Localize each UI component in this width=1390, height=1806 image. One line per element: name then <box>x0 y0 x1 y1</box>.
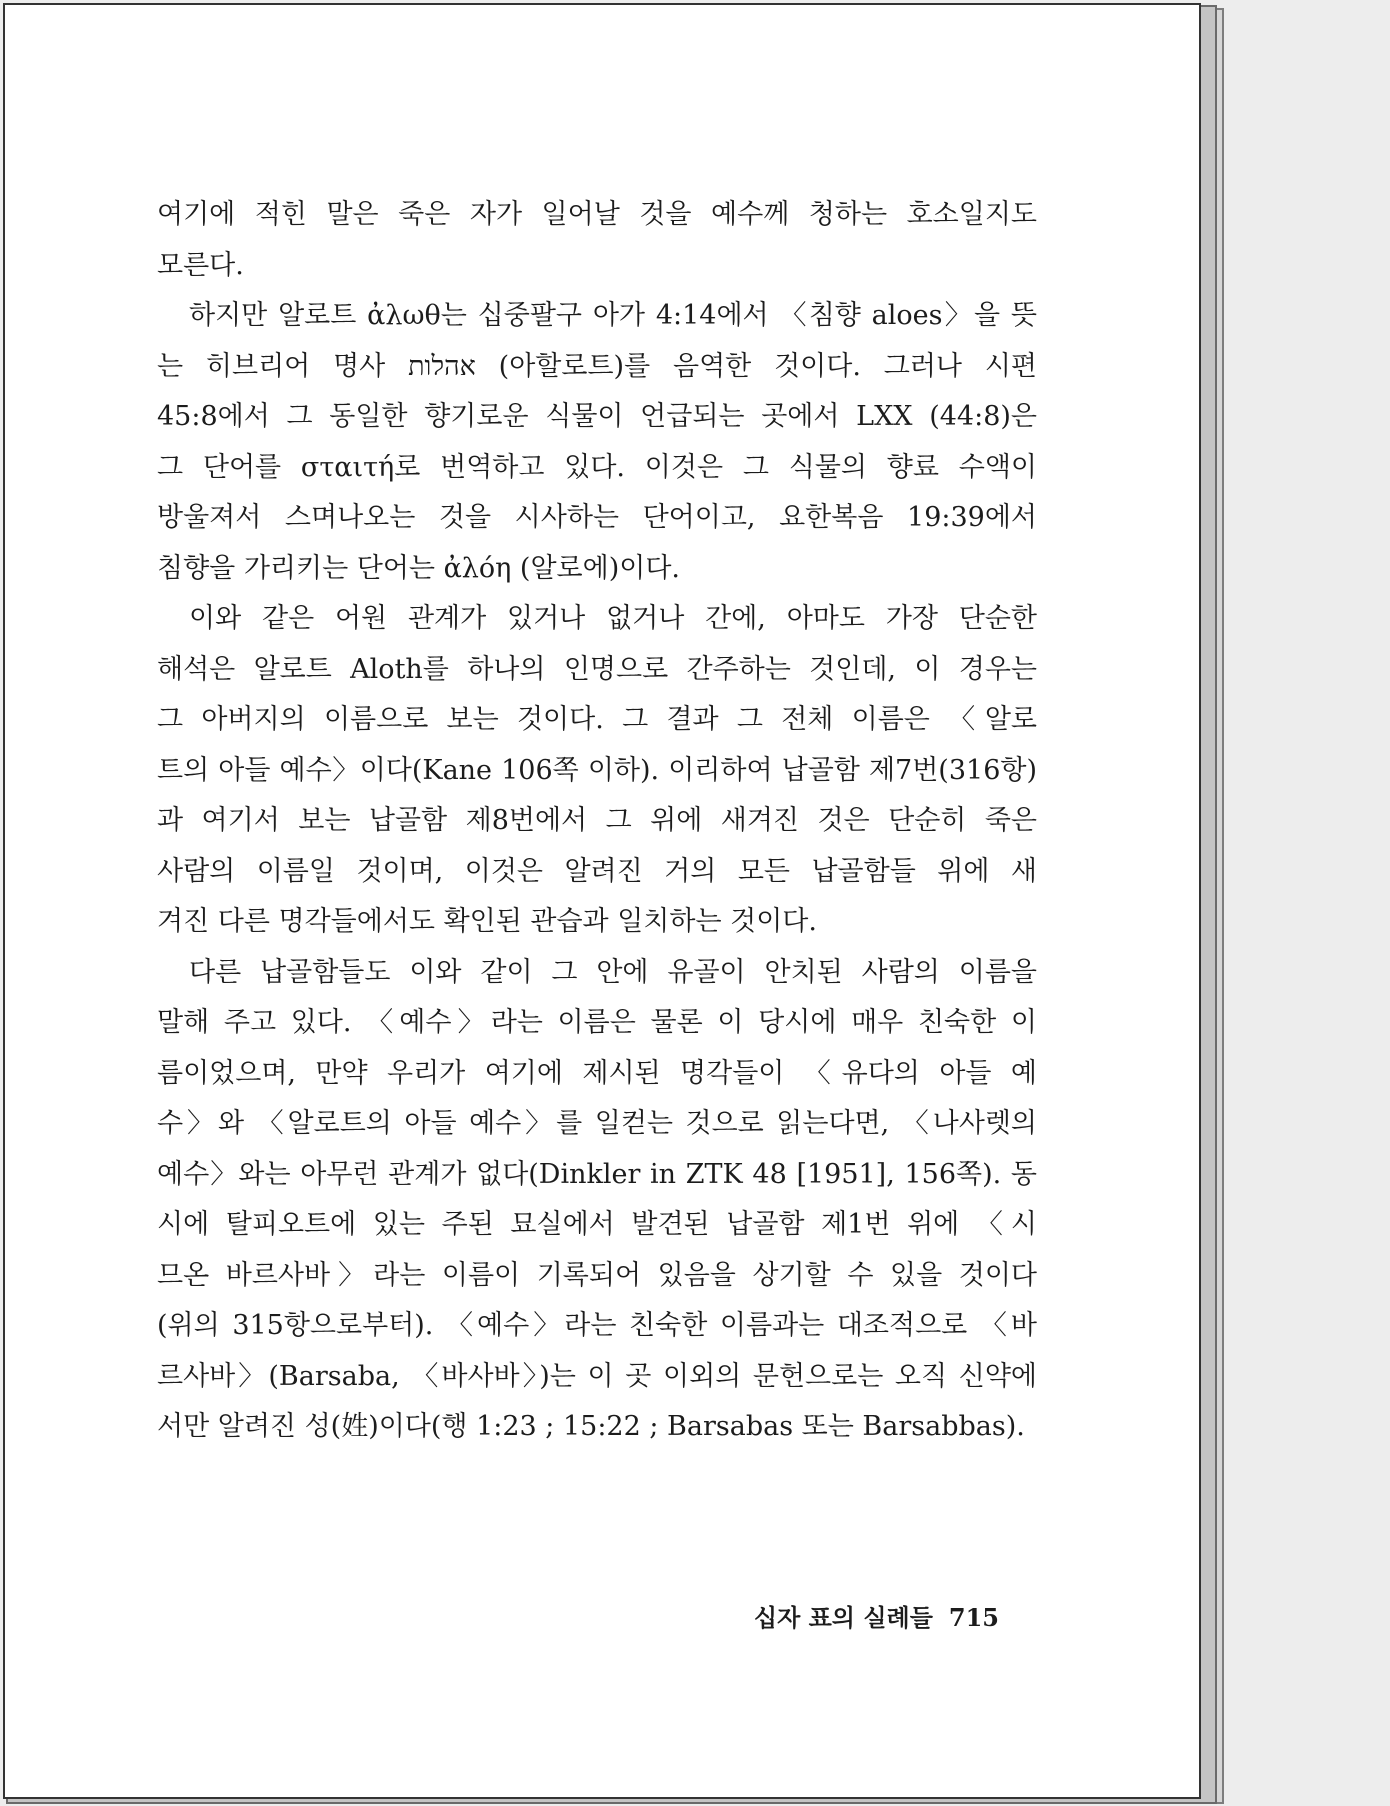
text-line: 르사바〉(Barsaba, 〈바사바〉)는 이 곳 이외의 문헌으로는 오직 신약에 <box>157 1360 1037 1392</box>
text-line: 그 아버지의 이름으로 보는 것이다. 그 결과 그 전체 이름은 〈알로 <box>157 704 1037 735</box>
text-line: 므온 바르사바〉라는 이름이 기록되어 있음을 상기할 수 있을 것이다 <box>157 1259 1037 1291</box>
text-line: 트의 아들 예수〉이다(Kane 106쪽 이하). 이리하여 납골함 제7번(316항) <box>157 754 1037 786</box>
page-footer <box>754 1598 999 1633</box>
text-line: 름이었으며, 만약 우리가 여기에 제시된 명각들이 〈유다의 아들 예 <box>157 1057 1037 1089</box>
text-line: 방울져서 스며나오는 것을 시사하는 단어이고, 요한복음 19:39에서 <box>157 502 1037 533</box>
text-line: 시에 탈피오트에 있는 주된 묘실에서 발견된 납골함 제1번 위에 〈시 <box>157 1209 1037 1240</box>
text-line: 예수〉와는 아무런 관계가 없다(Dinkler in ZTK 48 [1951], 156쪽). 동 <box>157 1158 1037 1190</box>
body-text <box>157 190 1037 1453</box>
book-page <box>3 3 1201 1799</box>
text-line: 모른다. <box>157 249 244 281</box>
running-head: 십자 표의 실례들 <box>753 1604 933 1632</box>
text-line: 과 여기서 보는 납골함 제8번에서 그 위에 새겨진 것은 단순히 죽은 <box>157 805 1037 836</box>
text-line: 이와 같은 어원 관계가 있거나 없거나 간에, 아마도 가장 단순한 <box>189 603 1037 634</box>
text-line: 하지만 알로트 ἀλωθ는 십중팔구 아가 4:14에서 〈침향 aloes〉을 뜻 <box>189 300 1037 331</box>
text-line: 다른 납골함들도 이와 같이 그 안에 유골이 안치된 사람의 이름을 <box>189 956 1037 988</box>
text-line: 사람의 이름일 것이며, 이것은 알려진 거의 모든 납골함들 위에 새 <box>157 855 1037 887</box>
text-line: 는 히브리어 명사 אהלות (아할로트)를 음역한 것이다. 그러나 시편 <box>157 350 1037 382</box>
text-line: 침향을 가리키는 단어는 ἀλόη (알로에)이다. <box>157 552 680 584</box>
text-line: 서만 알려진 성(姓)이다(행 1:23 ; 15:22 ; Barsabas 또는 Barsabbas). <box>157 1411 1025 1442</box>
page-number: 715 <box>948 1603 999 1632</box>
text-line: 여기에 적힌 말은 죽은 자가 일어날 것을 예수께 청하는 호소일지도 <box>157 199 1037 230</box>
text-line: 45:8에서 그 동일한 향기로운 식물이 언급되는 곳에서 LXX (44:8)은 <box>157 401 1037 432</box>
text-line: 겨진 다른 명각들에서도 확인된 관습과 일치하는 것이다. <box>157 906 817 937</box>
text-line: 수〉와 〈알로트의 아들 예수〉를 일컫는 것으로 읽는다면, 〈나사렛의 <box>157 1108 1037 1139</box>
text-line: (위의 315항으로부터). 〈예수〉라는 친숙한 이름과는 대조적으로 〈바 <box>157 1310 1037 1341</box>
text-line: 해석은 알로트 Aloth를 하나의 인명으로 간주하는 것인데, 이 경우는 <box>157 653 1037 685</box>
text-line: 말해 주고 있다. 〈예수〉라는 이름은 물론 이 당시에 매우 친숙한 이 <box>157 1007 1037 1038</box>
text-line: 그 단어를 σταιτή로 번역하고 있다. 이것은 그 식물의 향료 수액이 <box>157 451 1037 483</box>
